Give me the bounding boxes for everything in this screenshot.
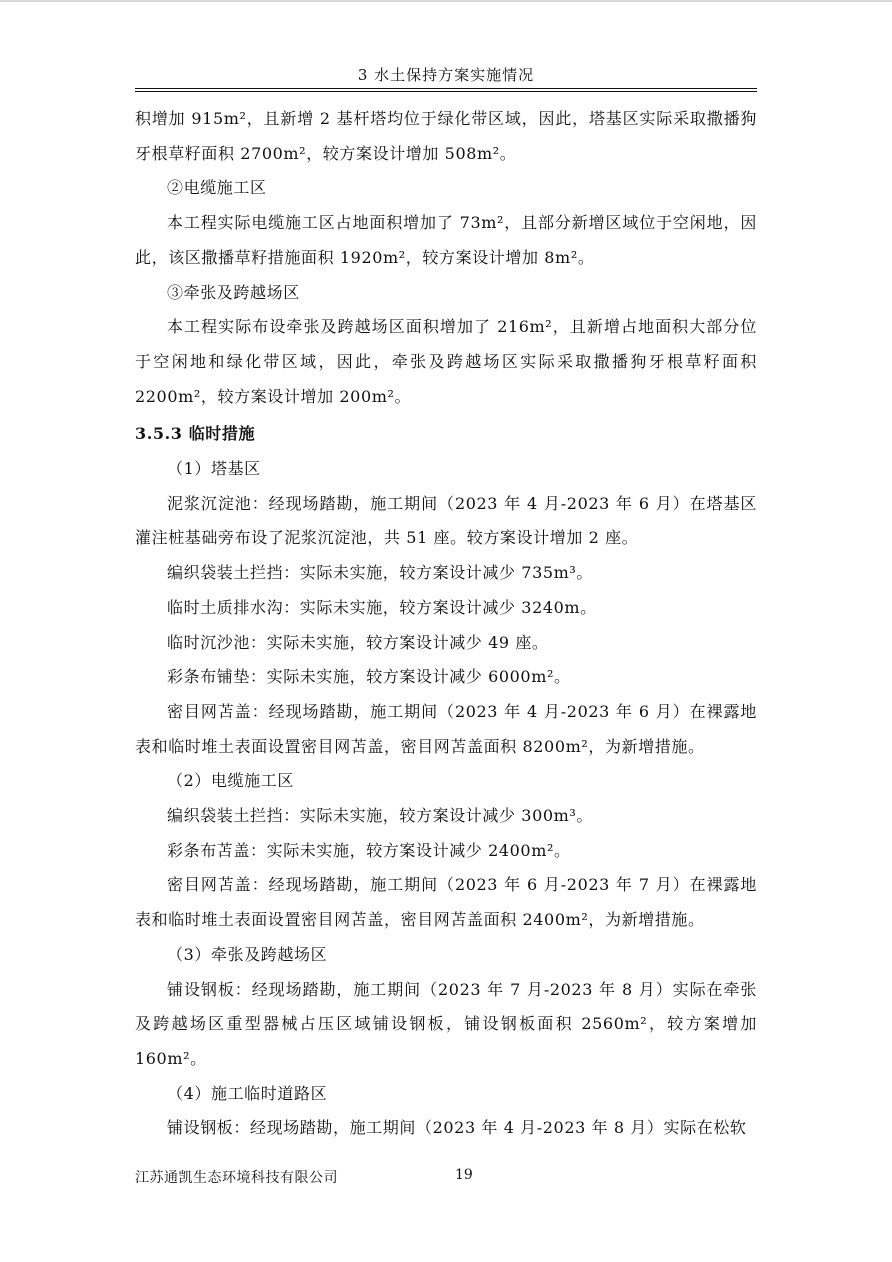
subsection-tension-area: ③牵张及跨越场区 — [167, 282, 300, 302]
paragraph-mesh-cover-cable: 密目网苫盖：经现场踏勘，施工期间（2023 年 6 月-2023 年 7 月）在裸露地表和临时堆土表面设置密目网苫盖，密目网苫盖面积 2400m²，为新增措施。 — [135, 875, 757, 930]
subheading-tension-area: （3）牵张及跨越场区 — [167, 944, 328, 964]
page-number: 19 — [455, 1167, 473, 1183]
body-content — [135, 102, 757, 1146]
subheading-temporary-road: （4）施工临时道路区 — [167, 1083, 328, 1103]
paragraph-sand-basin: 临时沉沙池：实际未实施，较方案设计减少 49 座。 — [167, 632, 549, 652]
paragraph-cable-seeding: 本工程实际电缆施工区占地面积增加了 73m²，且部分新增区域位于空闲地，因此，该区撒播草籽措施面积 1920m²，较方案设计增加 8m²。 — [135, 213, 757, 267]
subheading-cable-area: （2）电缆施工区 — [167, 771, 294, 791]
paragraph-bag-barrier: 编织袋装土拦挡：实际未实施，较方案设计减少 735m³。 — [167, 563, 594, 583]
paragraph-drainage-ditch: 临时土质排水沟：实际未实施，较方案设计减少 3240m。 — [167, 597, 597, 617]
paragraph-tower-seeding: 积增加 915m²，且新增 2 基杆塔均位于绿化带区域，因此，塔基区实际采取撒播狗牙根草籽面积 2700m²，较方案设计增加 508m²。 — [135, 109, 757, 163]
paragraph-mesh-cover-tower: 密目网苫盖：经现场踏勘，施工期间（2023 年 4 月-2023 年 6 月）在裸露地表和临时堆土表面设置密目网苫盖，密目网苫盖面积 8200m²，为新增措施。 — [135, 701, 757, 756]
paragraph-cable-bag-barrier: 编织袋装土拦挡：实际未实施，较方案设计减少 300m³。 — [167, 806, 594, 826]
paragraph-steel-plate-tension: 铺设钢板：经现场踏勘，施工期间（2023 年 7 月-2023 年 8 月）实际在牵张及跨越场区重型器械占压区域铺设钢板，铺设钢板面积 2560m²，较方案增加 160m²。 — [135, 979, 757, 1068]
header-divider — [135, 88, 757, 92]
paragraph-tarp-bedding: 彩条布铺垫：实际未实施，较方案设计减少 6000m²。 — [167, 667, 571, 687]
subsection-cable-area: ②电缆施工区 — [167, 178, 267, 198]
footer-company-name: 江苏通凯生态环境科技有限公司 — [135, 1170, 338, 1186]
section-heading-3-5-3: 3.5.3 临时措施 — [135, 424, 256, 444]
page-top-edge — [0, 0, 892, 2]
paragraph-mud-settling-pond: 泥浆沉淀池：经现场踏勘，施工期间（2023 年 4 月-2023 年 6 月）在塔基区灌注桩基础旁布设了泥浆沉淀池，共 51 座。较方案设计增加 2 座。 — [135, 493, 757, 548]
page-header: 3 水土保持方案实施情况 — [357, 66, 535, 84]
paragraph-steel-plate-road: 铺设钢板：经现场踏勘，施工期间（2023 年 4 月-2023 年 8 月）实际在松软 — [167, 1118, 747, 1138]
paragraph-tension-seeding: 本工程实际布设牵张及跨越场区面积增加了 216m²，且新增占地面积大部分位于空闲地和绿化带区域，因此，牵张及跨越场区实际采取撒播狗牙根草籽面积 2200m²，较方案设计增加 200m²。 — [135, 317, 757, 406]
subheading-tower-area: （1）塔基区 — [167, 459, 261, 479]
paragraph-cable-tarp-cover: 彩条布苫盖：实际未实施，较方案设计减少 2400m²。 — [167, 840, 571, 860]
